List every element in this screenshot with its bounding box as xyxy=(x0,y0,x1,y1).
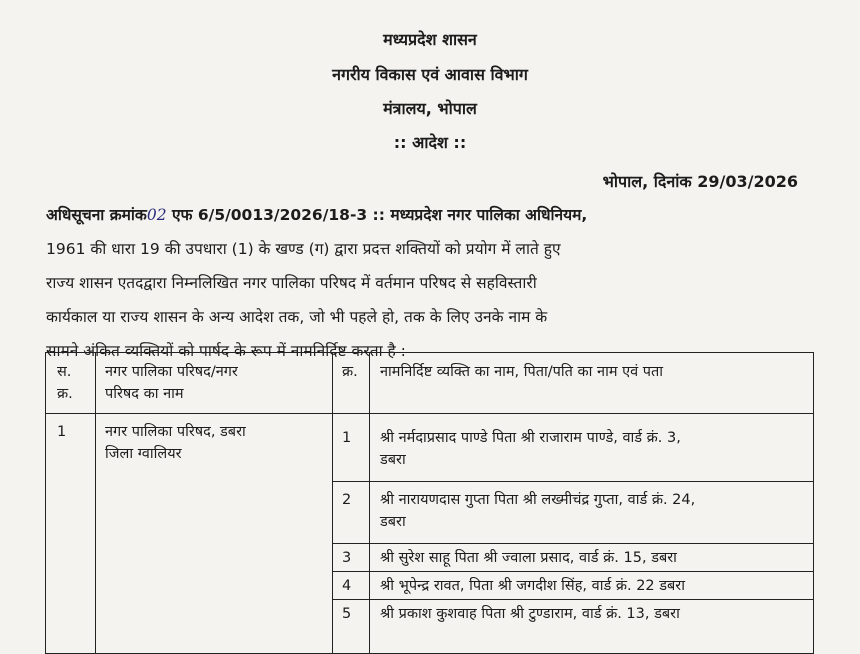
notification-line-4: कार्यकाल या राज्य शासन के अन्य आदेश तक, जो भी पहले हो, तक के लिए उनके नाम के xyxy=(46,308,548,326)
header-council xyxy=(105,361,238,405)
row-divider xyxy=(333,543,813,544)
header-council-line1: नगर पालिका परिषद/नगर xyxy=(105,364,238,380)
header-serial xyxy=(57,361,73,405)
column-divider xyxy=(369,353,370,653)
person-line2: डबरा xyxy=(380,452,406,468)
notification-line-2: 1961 की धारा 19 की उपधारा (1) के खण्ड (ग) द्वारा प्रदत्त शक्तियों को प्रयोग में लाते हुए xyxy=(46,240,561,258)
person-line1: श्री नारायणदास गुप्ता पिता श्री लख्मीचंद्र गुप्ता, वार्ड क्रं. 24, xyxy=(380,492,696,508)
row-number: 4 xyxy=(342,578,352,594)
row-number: 1 xyxy=(342,430,352,446)
group-council-line1: नगर पालिका परिषद, डबरा xyxy=(105,424,246,440)
nomination-table xyxy=(45,352,814,654)
column-divider xyxy=(332,353,333,653)
row-number: 2 xyxy=(342,492,352,508)
handwritten-number: 02 xyxy=(146,206,167,224)
notification-line-3: राज्य शासन एतदद्वारा निम्नलिखित नगर पालिका परिषद में वर्तमान परिषद से सहविस्तारी xyxy=(46,274,537,292)
header-serial-line1: स. xyxy=(57,364,72,380)
order-date: भोपाल, दिनांक 29/03/2026 xyxy=(602,172,798,191)
table-row xyxy=(380,489,695,533)
table-row: श्री प्रकाश कुशवाह पिता श्री टुण्डाराम, वार्ड क्रं. 13, डबरा xyxy=(380,606,680,622)
group-council-line2: जिला ग्वालियर xyxy=(105,446,182,462)
ministry-location: मंत्रालय, भोपाल xyxy=(383,99,477,118)
department-name: नगरीय विकास एवं आवास विभाग xyxy=(332,65,528,84)
header-person: नामनिर्दिष्ट व्यक्ति का नाम, पिता/पति का नाम एवं पता xyxy=(380,364,664,380)
row-divider xyxy=(333,599,813,600)
header-kr: क्र. xyxy=(342,364,358,380)
group-council xyxy=(105,421,246,465)
notification-label: अधिसूचना क्रमांक xyxy=(46,206,147,224)
table-row xyxy=(380,427,681,471)
row-divider xyxy=(333,481,813,482)
person-line1: श्री नर्मदाप्रसाद पाण्डे पिता श्री राजाराम पाण्डे, वार्ड क्रं. 3, xyxy=(380,430,681,446)
group-serial: 1 xyxy=(57,424,67,440)
header-council-line2: परिषद का नाम xyxy=(105,386,184,402)
notification-reference: एफ 6/5/0013/2026/18-3 :: मध्यप्रदेश नगर पालिका अधिनियम, xyxy=(166,206,588,224)
notification-line-5: सामने अंकित व्यक्तियों को पार्षद के रूप में नामनिर्दिष्ट करता है : xyxy=(46,342,406,360)
row-number: 3 xyxy=(342,550,352,566)
row-number: 5 xyxy=(342,606,352,622)
government-name: मध्यप्रदेश शासन xyxy=(383,30,477,49)
table-row: श्री भूपेन्द्र रावत, पिता श्री जगदीश सिंह, वार्ड क्रं. 22 डबरा xyxy=(380,578,685,594)
order-title: :: आदेश :: xyxy=(393,133,467,152)
row-divider xyxy=(333,571,813,572)
person-line2: डबरा xyxy=(380,514,406,530)
table-row: श्री सुरेश साहू पिता श्री ज्वाला प्रसाद, वार्ड क्रं. 15, डबरा xyxy=(380,550,677,566)
header-divider xyxy=(46,413,813,414)
header-serial-line2: क्र. xyxy=(57,386,73,402)
column-divider xyxy=(95,353,96,653)
notification-line-1 xyxy=(46,203,812,225)
